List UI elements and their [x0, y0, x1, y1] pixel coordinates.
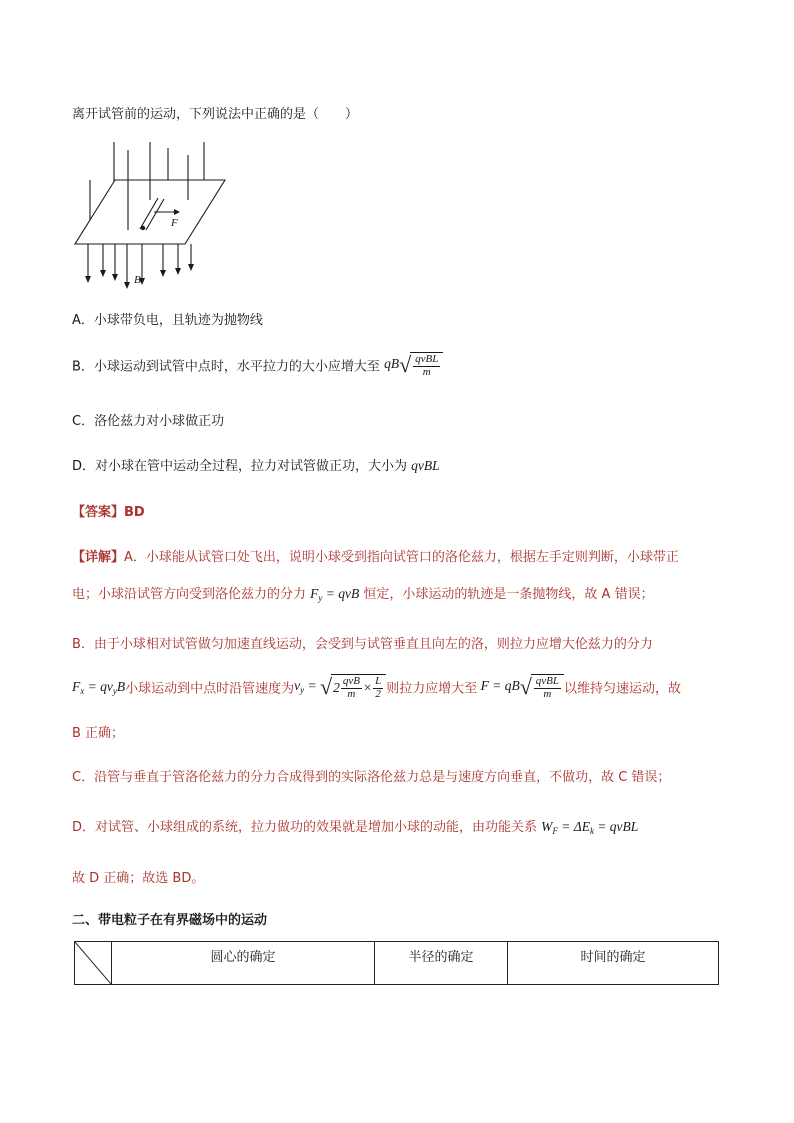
option-c — [72, 410, 224, 429]
explanation-d-line1: D．对试管、小球组成的系统，拉力做功的效果就是增加小球的动能，由功能关系 $W_F = \Delta E_k$ = qvBL — [72, 819, 639, 836]
explanation-b-line3: B 正确； — [72, 726, 125, 741]
explanation-label: 【详解】 — [72, 550, 125, 565]
answer — [72, 501, 145, 520]
option-d-math: qvBL — [411, 458, 440, 473]
force-label: F — [171, 217, 178, 229]
option-a-label: A． — [72, 313, 94, 328]
option-a — [72, 309, 263, 328]
header-center: 圆心的确定 — [112, 942, 375, 985]
explanation-a-line2: 电；小球沿试管方向受到洛伦兹力的分力 $F_y$ = qvB 恒定，小球运动的轨迹是一条抛物线，故 A 错误； — [72, 586, 654, 603]
field-label: B — [134, 274, 141, 286]
explanation-a-line1: 【详解】A．小球能从试管口处飞出，说明小球受到指向试管口的洛伦兹力，根据左手定则判断，小球带正 — [72, 550, 679, 565]
option-d — [72, 455, 440, 474]
option-c-label: C． — [72, 414, 95, 429]
diagonal-cell — [75, 942, 112, 985]
option-c-text: 洛伦兹力对小球做正功 — [94, 414, 225, 429]
option-d-text: 对小球在管中运动全过程，拉力对试管做正功，大小为 — [95, 459, 408, 474]
explanation-b-line1: B．由于小球相对试管做匀加速直线运动，会受到与试管垂直且向左的洛，则拉力应增大伦兹力的分力 — [72, 637, 653, 652]
header-radius: 半径的确定 — [375, 942, 508, 985]
option-b-math: qB √ $\frac{\text{qvBL}}{m}$ — [384, 356, 443, 371]
answer-value: BD — [124, 505, 145, 520]
question-stem: 离开试管前的运动，下列说法中正确的是（ ） — [72, 107, 359, 122]
table-row — [75, 942, 719, 985]
explanation-b-line2: $F_x = qv_yB$小球运动到中点时沿管速度为$v_y$ = √ 2 $\frac{\text{qvB}}{m}$ × $\frac{L}{2}$ 则拉力应增大至 F = qB √ $\frac{\text{qvBL}}{m}$ 以维持匀速运动，故 — [72, 674, 682, 700]
answer-label: 【答案】 — [72, 505, 125, 520]
option-b — [72, 352, 443, 378]
magnetic-field-figure — [70, 140, 245, 290]
explanation-d-line2: 故 D 正确；故选 BD。 — [72, 871, 205, 886]
option-b-label: B． — [72, 359, 94, 375]
section-title: 二、带电粒子在有界磁场中的运动 — [72, 913, 268, 928]
explanation-c-line: C．沿管与垂直于管洛伦兹力的分力合成得到的实际洛伦兹力总是与速度方向垂直，不做功，故 C 错误； — [72, 770, 671, 785]
header-time: 时间的确定 — [508, 942, 719, 985]
option-a-text: 小球带负电，且轨迹为抛物线 — [93, 313, 263, 328]
option-d-label: D． — [72, 459, 96, 474]
boundary-table — [74, 941, 719, 985]
option-b-text: 小球运动到试管中点时，水平拉力的大小应增大至 — [93, 359, 380, 375]
